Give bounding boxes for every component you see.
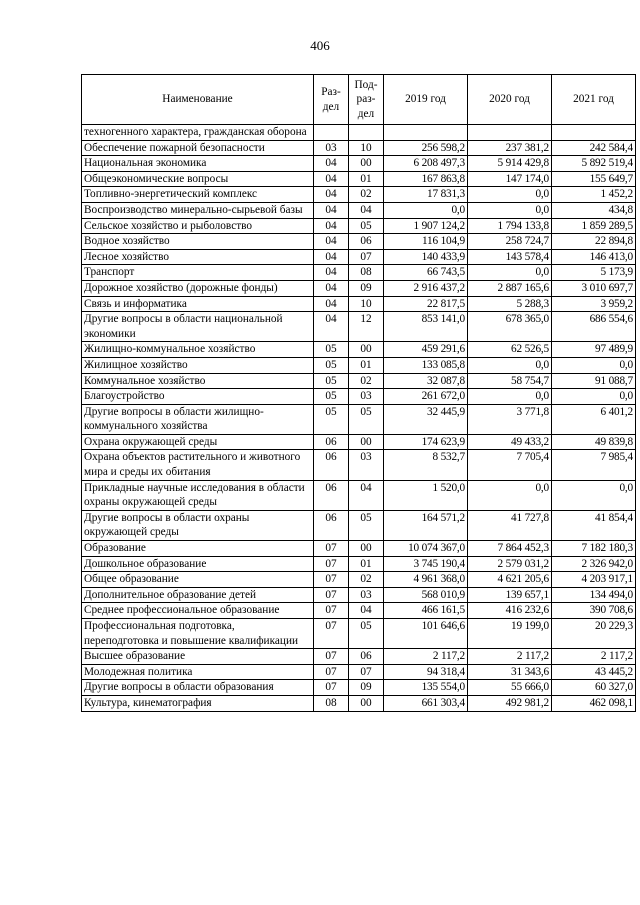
row-section-cell: 05 (314, 342, 349, 358)
table-body (82, 125, 636, 712)
row-subsection-cell: 02 (349, 572, 384, 588)
row-section-cell: 07 (314, 556, 349, 572)
row-subsection-cell: 09 (349, 680, 384, 696)
table-header-row (82, 75, 636, 125)
row-2019-cell: 17 831,3 (384, 187, 468, 203)
row-subsection-cell: 01 (349, 171, 384, 187)
row-2020-cell: 143 578,4 (468, 249, 552, 265)
row-2021-cell: 41 854,4 (552, 510, 636, 540)
row-2020-cell (468, 125, 552, 141)
row-2020-cell: 0,0 (468, 480, 552, 510)
row-name-cell: Воспроизводство минерально-сырьевой базы (82, 202, 314, 218)
row-2019-cell: 10 074 367,0 (384, 541, 468, 557)
row-section-cell: 04 (314, 171, 349, 187)
row-name-cell: Дошкольное образование (82, 556, 314, 572)
header-2020: 2020 год (468, 75, 552, 125)
row-section-cell: 04 (314, 202, 349, 218)
row-2021-cell: 1 859 289,5 (552, 218, 636, 234)
row-subsection-cell: 02 (349, 373, 384, 389)
row-subsection-cell: 09 (349, 280, 384, 296)
header-subsection: Под- раз- дел (349, 75, 384, 125)
table-row (82, 218, 636, 234)
row-name-cell: Молодежная политика (82, 664, 314, 680)
row-name-cell: Другие вопросы в области охраны окружающей среды (82, 510, 314, 540)
row-2020-cell: 4 621 205,6 (468, 572, 552, 588)
row-2020-cell: 5 288,3 (468, 296, 552, 312)
row-2021-cell: 20 229,3 (552, 619, 636, 649)
row-2019-cell: 2 117,2 (384, 649, 468, 665)
row-subsection-cell: 03 (349, 587, 384, 603)
row-name-cell: Охрана окружающей среды (82, 434, 314, 450)
table-row (82, 249, 636, 265)
row-section-cell: 06 (314, 480, 349, 510)
row-2019-cell: 174 623,9 (384, 434, 468, 450)
row-subsection-cell: 10 (349, 296, 384, 312)
page-number: 406 (310, 38, 330, 53)
row-section-cell: 04 (314, 156, 349, 172)
row-2020-cell: 7 864 452,3 (468, 541, 552, 557)
row-section-cell: 04 (314, 296, 349, 312)
table-row (82, 450, 636, 480)
row-2019-cell: 32 087,8 (384, 373, 468, 389)
table-row (82, 404, 636, 434)
table-row (82, 125, 636, 141)
row-section-cell: 04 (314, 249, 349, 265)
row-section-cell: 05 (314, 389, 349, 405)
row-name-cell: Дорожное хозяйство (дорожные фонды) (82, 280, 314, 296)
row-2019-cell: 0,0 (384, 202, 468, 218)
row-name-cell: Связь и информатика (82, 296, 314, 312)
row-2020-cell: 55 666,0 (468, 680, 552, 696)
row-2020-cell: 139 657,1 (468, 587, 552, 603)
row-2019-cell: 466 161,5 (384, 603, 468, 619)
row-2021-cell: 1 452,2 (552, 187, 636, 203)
row-section-cell: 07 (314, 603, 349, 619)
row-2020-cell: 0,0 (468, 389, 552, 405)
row-section-cell: 07 (314, 587, 349, 603)
table-row (82, 373, 636, 389)
row-section-cell: 06 (314, 434, 349, 450)
header-name: Наименование (82, 75, 314, 125)
table-row (82, 480, 636, 510)
table-row (82, 572, 636, 588)
row-2021-cell: 60 327,0 (552, 680, 636, 696)
row-subsection-cell: 05 (349, 404, 384, 434)
row-2019-cell: 133 085,8 (384, 357, 468, 373)
row-section-cell: 04 (314, 218, 349, 234)
row-name-cell: Среднее профессиональное образование (82, 603, 314, 619)
row-2021-cell: 7 985,4 (552, 450, 636, 480)
table-row (82, 312, 636, 342)
row-subsection-cell: 04 (349, 603, 384, 619)
row-subsection-cell: 01 (349, 357, 384, 373)
row-subsection-cell: 06 (349, 234, 384, 250)
row-name-cell: Общеэкономические вопросы (82, 171, 314, 187)
row-subsection-cell: 00 (349, 342, 384, 358)
row-2021-cell: 155 649,7 (552, 171, 636, 187)
row-2020-cell: 49 433,2 (468, 434, 552, 450)
row-name-cell: Водное хозяйство (82, 234, 314, 250)
row-name-cell: Дополнительное образование детей (82, 587, 314, 603)
table-row (82, 695, 636, 711)
table-row (82, 556, 636, 572)
row-2019-cell: 256 598,2 (384, 140, 468, 156)
row-2019-cell: 1 907 124,2 (384, 218, 468, 234)
table-row (82, 434, 636, 450)
row-2020-cell: 58 754,7 (468, 373, 552, 389)
row-name-cell: Обеспечение пожарной безопасности (82, 140, 314, 156)
row-2020-cell: 41 727,8 (468, 510, 552, 540)
row-name-cell: Благоустройство (82, 389, 314, 405)
row-2019-cell: 1 520,0 (384, 480, 468, 510)
row-2021-cell: 390 708,6 (552, 603, 636, 619)
row-2020-cell: 62 526,5 (468, 342, 552, 358)
row-2020-cell: 0,0 (468, 265, 552, 281)
row-2021-cell: 434,8 (552, 202, 636, 218)
row-subsection-cell: 02 (349, 187, 384, 203)
row-2020-cell: 2 117,2 (468, 649, 552, 665)
table-row (82, 587, 636, 603)
table-row (82, 171, 636, 187)
row-2021-cell: 3 959,2 (552, 296, 636, 312)
row-2020-cell: 19 199,0 (468, 619, 552, 649)
row-2019-cell: 2 916 437,2 (384, 280, 468, 296)
table-row (82, 202, 636, 218)
row-2021-cell (552, 125, 636, 141)
row-2020-cell: 416 232,6 (468, 603, 552, 619)
row-subsection-cell: 06 (349, 649, 384, 665)
header-2021: 2021 год (552, 75, 636, 125)
row-section-cell: 04 (314, 234, 349, 250)
row-2019-cell: 164 571,2 (384, 510, 468, 540)
row-2021-cell: 3 010 697,7 (552, 280, 636, 296)
row-2019-cell: 140 433,9 (384, 249, 468, 265)
table-row (82, 389, 636, 405)
row-subsection-cell: 00 (349, 156, 384, 172)
row-section-cell: 07 (314, 649, 349, 665)
row-2021-cell: 146 413,0 (552, 249, 636, 265)
row-2021-cell: 2 117,2 (552, 649, 636, 665)
row-subsection-cell: 07 (349, 664, 384, 680)
row-2020-cell: 0,0 (468, 357, 552, 373)
row-2019-cell: 3 745 190,4 (384, 556, 468, 572)
row-2019-cell: 116 104,9 (384, 234, 468, 250)
row-2021-cell: 0,0 (552, 389, 636, 405)
table-row (82, 342, 636, 358)
row-2021-cell: 5 173,9 (552, 265, 636, 281)
row-2019-cell: 853 141,0 (384, 312, 468, 342)
row-2019-cell: 22 817,5 (384, 296, 468, 312)
row-2019-cell: 661 303,4 (384, 695, 468, 711)
row-2021-cell: 242 584,4 (552, 140, 636, 156)
row-section-cell: 08 (314, 695, 349, 711)
row-subsection-cell: 00 (349, 541, 384, 557)
table-row (82, 357, 636, 373)
row-section-cell: 05 (314, 357, 349, 373)
row-2020-cell: 147 174,0 (468, 171, 552, 187)
table-row (82, 296, 636, 312)
row-2020-cell: 258 724,7 (468, 234, 552, 250)
row-subsection-cell: 00 (349, 434, 384, 450)
table-row (82, 603, 636, 619)
row-name-cell: техногенного характера, гражданская оборона (82, 125, 314, 141)
row-2019-cell: 6 208 497,3 (384, 156, 468, 172)
table-row (82, 541, 636, 557)
table-row (82, 649, 636, 665)
row-2021-cell: 49 839,8 (552, 434, 636, 450)
row-2021-cell: 22 894,8 (552, 234, 636, 250)
row-name-cell: Топливно-энергетический комплекс (82, 187, 314, 203)
row-2019-cell: 4 961 368,0 (384, 572, 468, 588)
row-2019-cell (384, 125, 468, 141)
row-section-cell: 07 (314, 664, 349, 680)
row-2021-cell: 91 088,7 (552, 373, 636, 389)
row-subsection-cell: 05 (349, 619, 384, 649)
row-name-cell: Другие вопросы в области образования (82, 680, 314, 696)
row-section-cell: 06 (314, 510, 349, 540)
table-row (82, 140, 636, 156)
row-section-cell: 07 (314, 680, 349, 696)
row-subsection-cell (349, 125, 384, 141)
row-subsection-cell: 00 (349, 695, 384, 711)
row-name-cell: Охрана объектов растительного и животного мира и среды их обитания (82, 450, 314, 480)
table-row (82, 234, 636, 250)
row-section-cell: 07 (314, 572, 349, 588)
row-section-cell: 05 (314, 404, 349, 434)
row-subsection-cell: 05 (349, 510, 384, 540)
row-2019-cell: 94 318,4 (384, 664, 468, 680)
row-subsection-cell: 03 (349, 450, 384, 480)
row-2020-cell: 0,0 (468, 202, 552, 218)
row-2019-cell: 66 743,5 (384, 265, 468, 281)
row-2019-cell: 32 445,9 (384, 404, 468, 434)
header-2019: 2019 год (384, 75, 468, 125)
row-2021-cell: 2 326 942,0 (552, 556, 636, 572)
row-subsection-cell: 12 (349, 312, 384, 342)
row-2021-cell: 462 098,1 (552, 695, 636, 711)
row-2020-cell: 5 914 429,8 (468, 156, 552, 172)
table-row (82, 156, 636, 172)
table-row (82, 664, 636, 680)
table-row (82, 280, 636, 296)
row-name-cell: Транспорт (82, 265, 314, 281)
row-subsection-cell: 10 (349, 140, 384, 156)
row-subsection-cell: 04 (349, 202, 384, 218)
table-row (82, 510, 636, 540)
row-2021-cell: 0,0 (552, 480, 636, 510)
row-2020-cell: 31 343,6 (468, 664, 552, 680)
row-2019-cell: 135 554,0 (384, 680, 468, 696)
table-row (82, 187, 636, 203)
row-section-cell: 04 (314, 312, 349, 342)
row-2019-cell: 167 863,8 (384, 171, 468, 187)
header-section: Раз- дел (314, 75, 349, 125)
row-name-cell: Прикладные научные исследования в области охраны окружающей среды (82, 480, 314, 510)
row-section-cell: 05 (314, 373, 349, 389)
row-section-cell: 04 (314, 187, 349, 203)
row-2019-cell: 101 646,6 (384, 619, 468, 649)
row-section-cell: 07 (314, 541, 349, 557)
row-name-cell: Жилищно-коммунальное хозяйство (82, 342, 314, 358)
row-section-cell: 07 (314, 619, 349, 649)
row-name-cell: Другие вопросы в области жилищно-коммунального хозяйства (82, 404, 314, 434)
row-section-cell: 03 (314, 140, 349, 156)
row-2019-cell: 568 010,9 (384, 587, 468, 603)
row-2020-cell: 1 794 133,8 (468, 218, 552, 234)
row-2021-cell: 97 489,9 (552, 342, 636, 358)
row-2020-cell: 678 365,0 (468, 312, 552, 342)
row-2019-cell: 8 532,7 (384, 450, 468, 480)
row-2021-cell: 134 494,0 (552, 587, 636, 603)
row-2020-cell: 492 981,2 (468, 695, 552, 711)
row-2021-cell: 0,0 (552, 357, 636, 373)
row-2021-cell: 43 445,2 (552, 664, 636, 680)
row-name-cell: Жилищное хозяйство (82, 357, 314, 373)
row-2021-cell: 686 554,6 (552, 312, 636, 342)
row-name-cell: Высшее образование (82, 649, 314, 665)
row-name-cell: Коммунальное хозяйство (82, 373, 314, 389)
row-name-cell: Общее образование (82, 572, 314, 588)
row-section-cell (314, 125, 349, 141)
table-row (82, 265, 636, 281)
row-name-cell: Национальная экономика (82, 156, 314, 172)
row-subsection-cell: 04 (349, 480, 384, 510)
row-section-cell: 04 (314, 265, 349, 281)
row-subsection-cell: 03 (349, 389, 384, 405)
row-name-cell: Другие вопросы в области национальной экономики (82, 312, 314, 342)
row-name-cell: Лесное хозяйство (82, 249, 314, 265)
row-2020-cell: 3 771,8 (468, 404, 552, 434)
row-2021-cell: 4 203 917,1 (552, 572, 636, 588)
row-subsection-cell: 08 (349, 265, 384, 281)
row-name-cell: Профессиональная подготовка, переподготовка и повышение квалификации (82, 619, 314, 649)
row-2019-cell: 261 672,0 (384, 389, 468, 405)
row-section-cell: 06 (314, 450, 349, 480)
row-2020-cell: 2 887 165,6 (468, 280, 552, 296)
budget-table (81, 74, 636, 712)
table-row (82, 619, 636, 649)
row-2020-cell: 2 579 031,2 (468, 556, 552, 572)
row-2019-cell: 459 291,6 (384, 342, 468, 358)
row-subsection-cell: 05 (349, 218, 384, 234)
row-name-cell: Сельское хозяйство и рыболовство (82, 218, 314, 234)
row-2020-cell: 0,0 (468, 187, 552, 203)
row-2021-cell: 5 892 519,4 (552, 156, 636, 172)
row-2021-cell: 6 401,2 (552, 404, 636, 434)
row-subsection-cell: 01 (349, 556, 384, 572)
row-name-cell: Культура, кинематография (82, 695, 314, 711)
row-subsection-cell: 07 (349, 249, 384, 265)
table-row (82, 680, 636, 696)
row-2020-cell: 237 381,2 (468, 140, 552, 156)
row-name-cell: Образование (82, 541, 314, 557)
row-2020-cell: 7 705,4 (468, 450, 552, 480)
row-2021-cell: 7 182 180,3 (552, 541, 636, 557)
row-section-cell: 04 (314, 280, 349, 296)
